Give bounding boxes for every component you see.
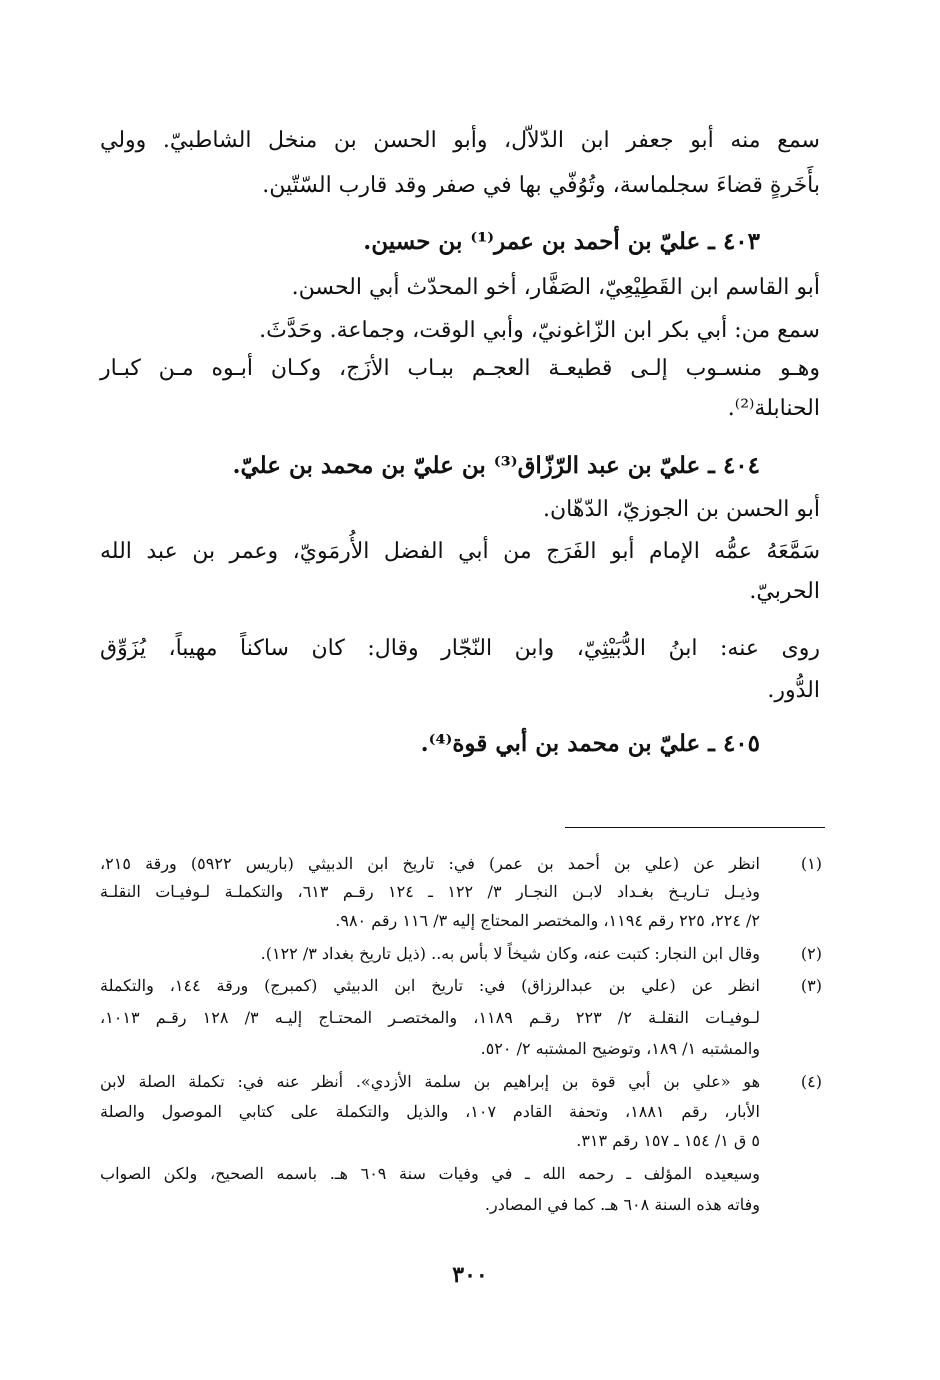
body-line: روى عنه: ابنُ الدُّبَيْثِيّ، وابن النّجّار وقال: كان ساكناً مهيباً، يُزَوِّق (100, 636, 820, 661)
body-line: الحنابلة⁽²⁾. (727, 396, 820, 421)
page-number: ٣٠٠ (452, 1262, 488, 1288)
footnote-line: لـوفيـات النقلـة ٢/ ٢٢٣ رقـم ١١٨٩، والمختصـر المحتـاج إليـه ٣/ ١٢٨ رقـم ١٠١٣، (100, 1008, 761, 1027)
footnote-line: الأبار، رقم ١٨٨١، وتحفة القادم ١٠٧، والذيل والتكملة على كتابي الموصول والصلة (100, 1102, 761, 1121)
entry-heading-404: ٤٠٤ ـ عليّ بن عبد الرّزّاق⁽³⁾ بن عليّ بن محمد بن عليّ. (232, 452, 760, 479)
footnote-number: (٤) (800, 1072, 822, 1091)
body-line: الدُّور. (767, 678, 820, 703)
footnote-line: انظر عن (علي بن أحمد بن عمر) في: تاريخ ابن الدبيثي (باريس ٥٩٢٢) ورقة ٢١٥، (100, 854, 761, 873)
body-line: الحربيّ. (749, 579, 820, 604)
body-line: سمع من: أبي بكر ابن الزّاغونيّ، وأبي الوقت، وجماعة. وحَدَّثَ. (259, 318, 820, 343)
footnote-number: (٣) (800, 976, 822, 995)
footnote-line: وقال ابن النجار: كتبت عنه، وكان شيخاً لا بأس به.. (ذيل تاريخ بغداد ٣/ ١٢٢). (260, 944, 760, 963)
entry-heading-403: ٤٠٣ ـ عليّ بن أحمد بن عمر⁽¹⁾ بن حسين. (363, 228, 760, 255)
body-line: وهـو منسـوب إلـى قطيعـة العجـم ببـاب الأزَج، وكـان أبـوه مـن كبـار (100, 356, 820, 381)
body-line: أبو القاسم ابن القَطِيْعِيّ، الصَفَّار، أخو المحدّث أبي الحسن. (291, 275, 820, 300)
body-line: سمع منه أبو جعفر ابن الدّلاّل، وأبو الحسن بن منخل الشاطبيّ. وولي (100, 128, 820, 153)
footnote-line: انظر عن (علي بن عبدالرزاق) في: تاريخ ابن الدبيثي (كمبرج) ورقة ١٤٤، والتكملة (100, 976, 761, 995)
footnote-line: وفاته هذه السنة ٦٠٨ هـ. كما في المصادر. (484, 1195, 760, 1214)
footnote-number: (١) (800, 854, 822, 873)
body-line: سَمَّعَهُ عمُّه الإمام أبو الفَرَج من أبي الفضل الأُرمَويّ، وعمر بن عبد الله (100, 539, 820, 564)
entry-heading-405: ٤٠٥ ـ عليّ بن محمد بن أبي قوة⁽⁴⁾. (420, 730, 760, 757)
footnote-line: وسيعيده المؤلف ـ رحمه الله ـ في وفيات سنة ٦٠٩ هـ. باسمه الصحيح، ولكن الصواب (100, 1164, 760, 1183)
footnote-number: (٢) (800, 944, 822, 963)
footnote-line: والمشتبه ١/ ١٨٩، وتوضيح المشتبه ٢/ ٥٢٠. (480, 1039, 760, 1058)
footnote-line: ٢/ ٢٢٤، ٢٢٥ رقم ١١٩٤، والمختصر المحتاج إليه ٣/ ١١٦ رقم ٩٨٠. (335, 911, 760, 930)
footnote-line: ٥ ق ١/ ١٥٤ ـ ١٥٧ رقم ٣١٣. (576, 1131, 760, 1150)
footnote-line: وذيـل تـاريـخ بغـداد لابـن النجـار ٣/ ١٢٢ ـ ١٢٤ رقـم ٦١٣، والتكملـة لـوفيـات النقلـة (100, 882, 760, 901)
body-line: أبو الحسن بن الجوزيّ، الدّهّان. (543, 497, 820, 522)
footnote-separator (565, 827, 825, 828)
footnote-line: هو «علي بن أبي قوة بن إبراهيم بن سلمة الأزدي». أنظر عنه في: تكملة الصلة لابن (100, 1072, 761, 1091)
body-line: بأَخَرةٍ قضاءَ سجلماسة، وتُوُفّي بها في صفر وقد قارب السّتّين. (262, 173, 820, 198)
